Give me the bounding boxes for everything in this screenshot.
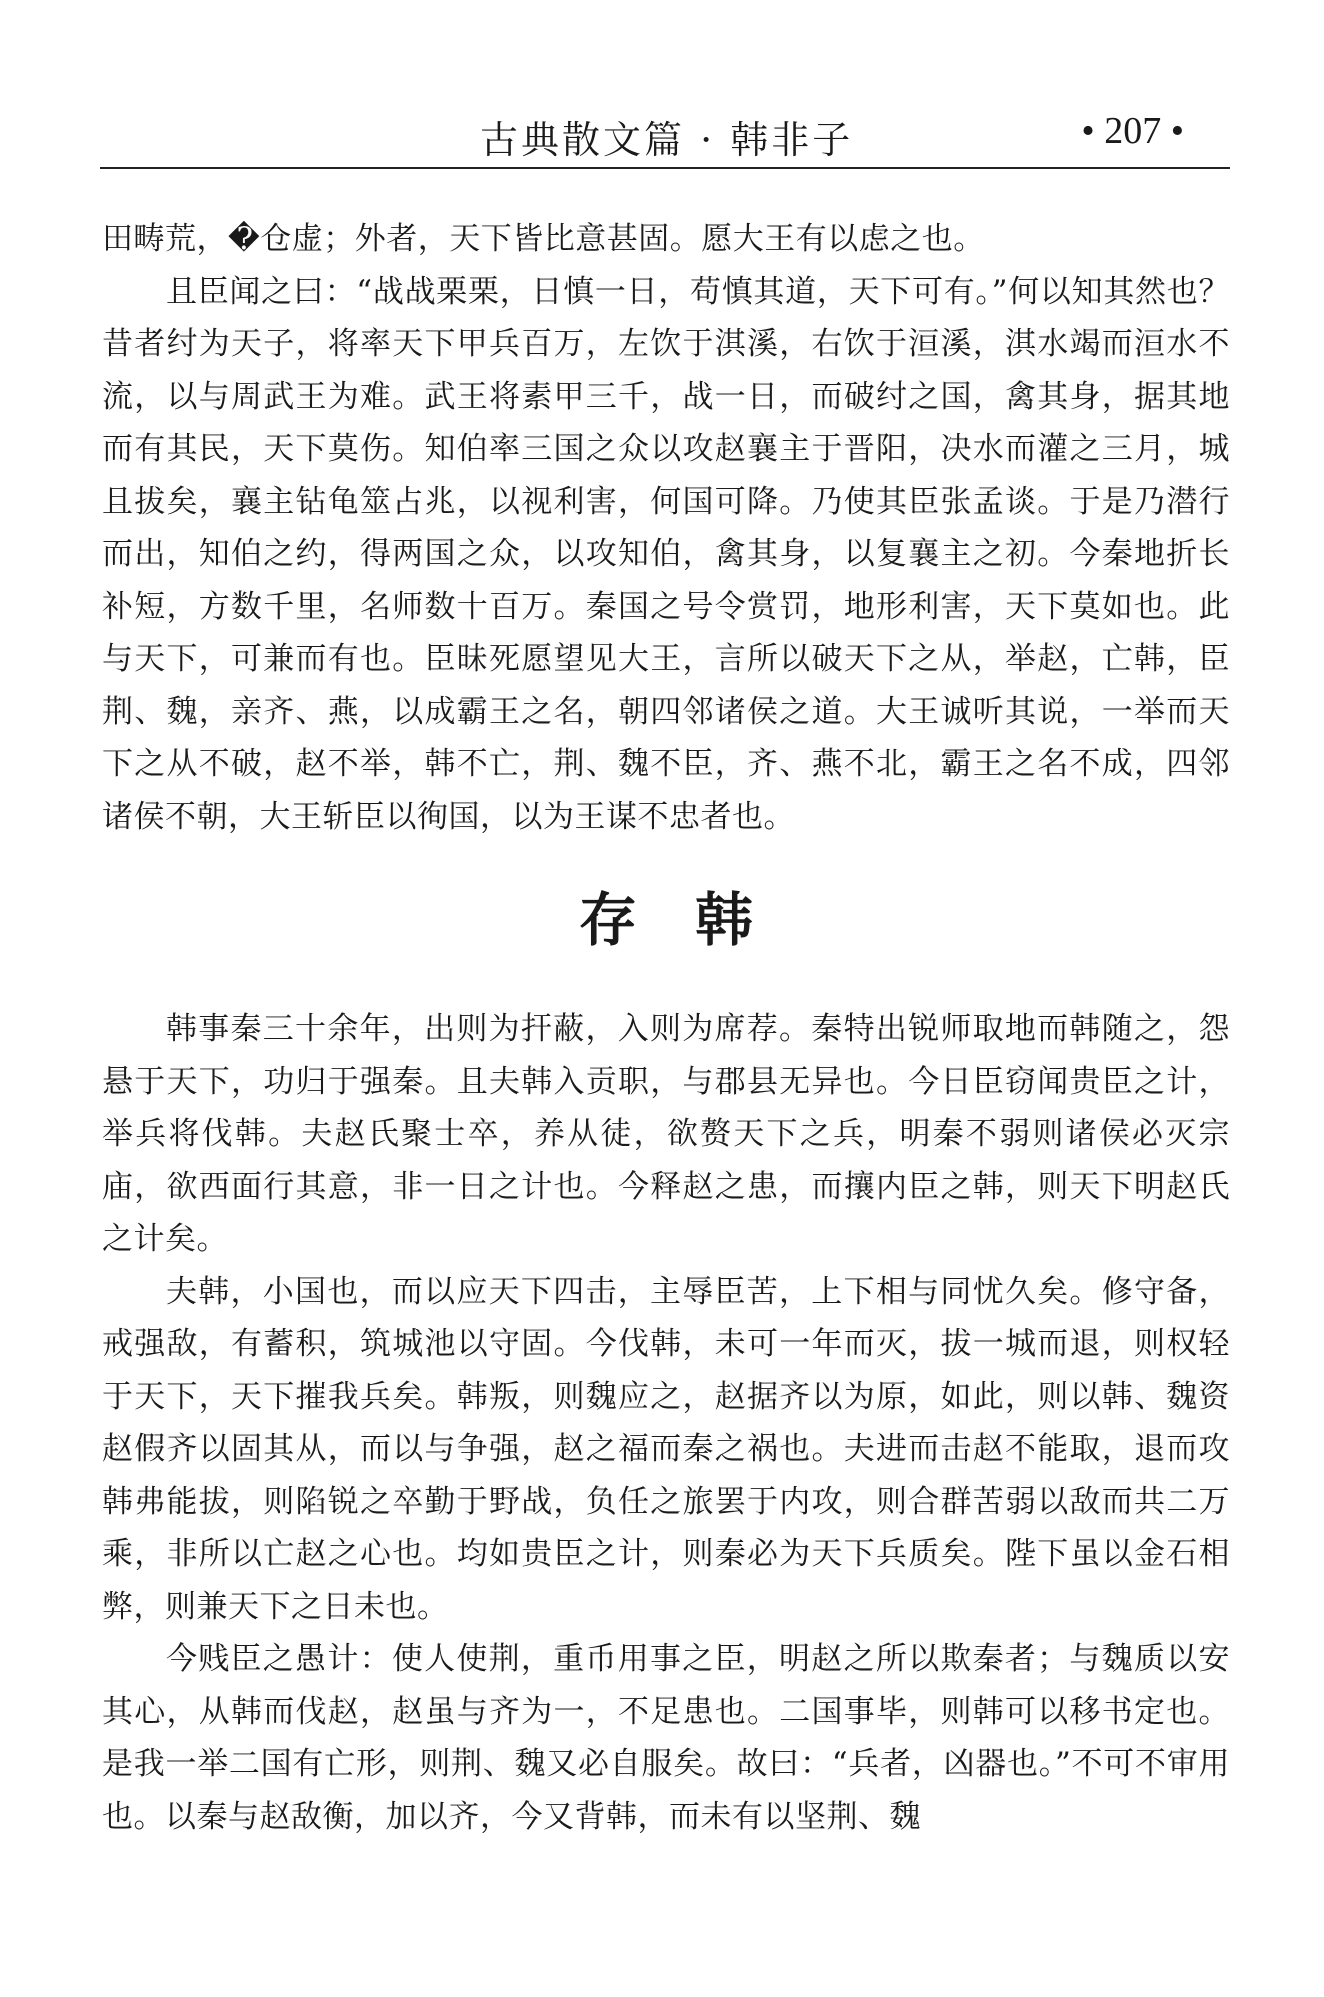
paragraph: 田畴荒，�仓虚；外者，天下皆比意甚固。愿大王有以虑之也。 bbox=[102, 221, 985, 257]
paragraph: 今贱臣之愚计：使人使荆，重币用事之臣，明赵之所以欺秦者；与魏质以安其心，从韩而伐赵，赵虽与齐为一，不足患也。二国事毕，则韩可以移书定也。是我一举二国有亡形，则荆、魏又必自服矣。故曰：“兵者，凶器也。”不可不审用也。以秦与赵敌衡，加以齐，今又背韩，而未有以坚荆、魏 bbox=[102, 1641, 1230, 1835]
running-title: 古典散文篇 · 韩非子 bbox=[480, 118, 854, 162]
page-number: • 207 • bbox=[1081, 110, 1184, 152]
section-title: 存 韩 bbox=[578, 886, 753, 954]
page-body bbox=[102, 213, 1230, 1843]
paragraph: 且臣闻之曰：“战战栗栗，日慎一日，苟慎其道，天下可有。”何以知其然也？昔者纣为天子，将率天下甲兵百万，左饮于淇溪，右饮于洹溪，淇水竭而洹水不流，以与周武王为难。武王将素甲三千，战一日，而破纣之国，禽其身，据其地而有其民，天下莫伤。知伯率三国之众以攻赵襄主于晋阳，决水而灌之三月，城且拔矣，襄主钻龟筮占兆，以视利害，何国可降。乃使其臣张孟谈。于是乃潜行而出，知伯之约，得两国之众，以攻知伯，禽其身，以复襄主之初。今秦地折长补短，方数千里，名师数十百万。秦国之号令赏罚，地形利害，天下莫如也。此与天下，可兼而有也。臣昧死愿望见大王，言所以破天下之从，举赵，亡韩，臣荆、魏，亲齐、燕，以成霸王之名，朝四邻诸侯之道。大王诚听其说，一举而天下之从不破，赵不举，韩不亡，荆、魏不臣，齐、燕不北，霸王之名不成，四邻诸侯不朝，大王斩臣以徇国，以为王谋不忠者也。 bbox=[102, 273, 1230, 835]
paragraph: 韩事秦三十余年，出则为扞蔽，入则为席荐。秦特出锐师取地而韩随之，怨悬于天下，功归于强秦。且夫韩入贡职，与郡县无异也。今日臣窃闻贵臣之计，举兵将伐韩。夫赵氏聚士卒，养从徒，欲赘天下之兵，明秦不弱则诸侯必灭宗庙，欲西面行其意，非一日之计也。今释赵之患，而攘内臣之韩，则天下明赵氏之计矣。 bbox=[102, 1011, 1230, 1257]
page-header bbox=[100, 95, 1230, 169]
paragraph: 夫韩，小国也，而以应天下四击，主辱臣苦，上下相与同忧久矣。修守备，戒强敌，有蓄积，筑城池以守固。今伐韩，未可一年而灭，拔一城而退，则权轻于天下，天下摧我兵矣。韩叛，则魏应之，赵据齐以为原，如此，则以韩、魏资赵假齐以固其从，而以与争强，赵之福而秦之祸也。夫进而击赵不能取，退而攻韩弗能拔，则陷锐之卒勤于野战，负任之旅罢于内攻，则合群苦弱以敌而共二万乘，非所以亡赵之心也。均如贵臣之计，则秦必为天下兵质矣。陛下虽以金石相弊，则兼天下之日未也。 bbox=[102, 1273, 1230, 1625]
